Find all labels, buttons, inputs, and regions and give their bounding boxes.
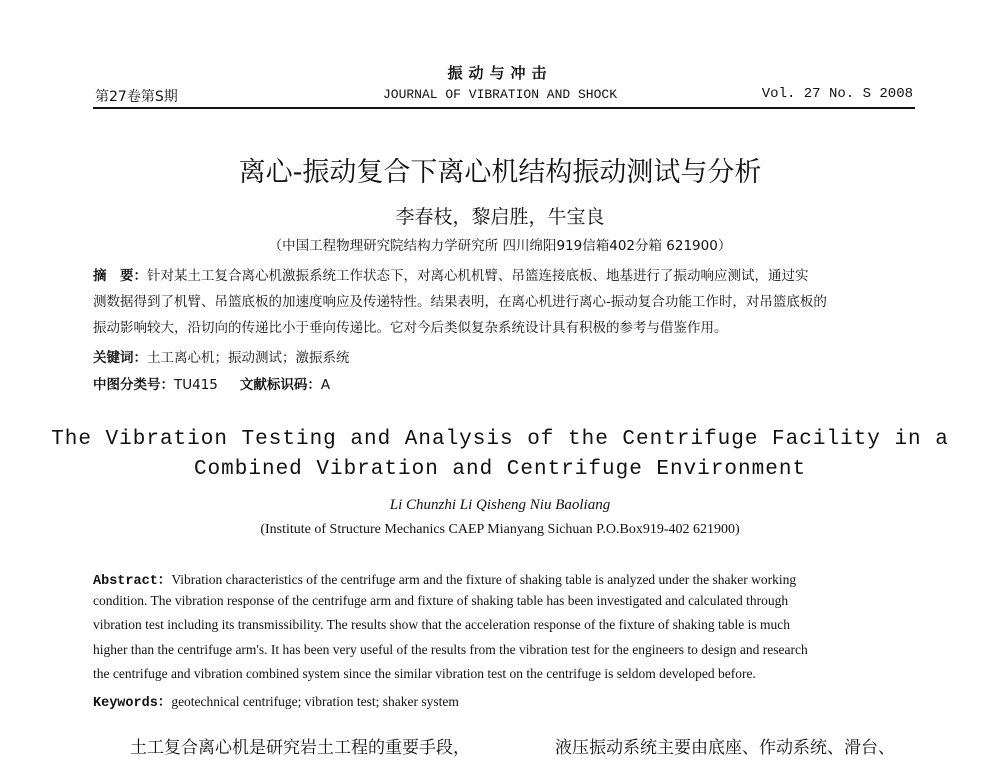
abstract-en-line: the centrifuge and vibration combined system since the similar vibration test on the centrifuge is seldom developed before.	[93, 666, 756, 681]
abstract-cn-line	[93, 264, 809, 284]
keywords-cn-label: 关键词：	[93, 350, 147, 366]
abstract-en-text: Vibration characteristics of the centrifuge arm and the fixture of shaking table is analyzed under the shaker working	[171, 572, 797, 587]
clc-value: TU415	[174, 377, 218, 393]
journal-name-en: JOURNAL OF VIBRATION AND SHOCK	[382, 87, 618, 102]
abstract-cn-text: 针对某土工复合离心机激振系统工作状态下，对离心机机臂、吊篮连接底板、地基进行了振动响应测试，通过实	[147, 268, 809, 284]
abstract-en-label: Abstract：	[93, 574, 172, 589]
affiliation-cn: （中国工程物理研究院结构力学研究所 四川绵阳919信箱402分箱 621900）	[268, 238, 732, 254]
keywords-en-text: geotechnical centrifuge; vibration test; shaker system	[171, 694, 459, 709]
paper-title-en-line1: The Vibration Testing and Analysis of the Centrifuge Facility in a	[51, 428, 949, 451]
clc-label: 中图分类号：	[93, 377, 174, 393]
authors-en: Li Chunzhi Li Qisheng Niu Baoliang	[389, 497, 611, 513]
doc-code-label: 文献标识码：	[239, 377, 321, 393]
abstract-en-line: condition. The vibration response of the centrifuge arm and fixture of shaking table has been investigated and calculated through	[93, 593, 789, 608]
abstract-cn-line: 振动影响较大，沿切向的传递比小于垂向传递比。它对今后类似复杂系统设计具有积极的参考与借鉴作用。	[93, 320, 728, 336]
affiliation-en: (Institute of Structure Mechanics CAEP Mianyang Sichuan P.O.Box919-402 621900)	[260, 522, 740, 537]
paper-title-en-line2: Combined Vibration and Centrifuge Environment	[193, 458, 807, 481]
abstract-cn-line: 测数据得到了机臂、吊篮底板的加速度响应及传递特性。结果表明，在离心机进行离心-振动复合功能工作时，对吊篮底板的	[93, 294, 827, 310]
keywords-en	[93, 690, 459, 711]
keywords-en-label: Keywords：	[93, 696, 172, 711]
abstract-cn-label: 摘 要：	[93, 268, 147, 284]
body-text-left-column: 土工复合离心机是研究岩土工程的重要手段，	[130, 738, 470, 758]
classification-cn	[93, 373, 330, 393]
journal-name-cn: 振动与冲击	[447, 64, 553, 82]
keywords-cn	[93, 346, 350, 366]
header-divider	[93, 107, 915, 109]
body-text-right-column: 液压振动系统主要由底座、作动系统、滑台、	[555, 738, 895, 758]
volume-issue-en: Vol. 27 No. S 2008	[761, 86, 913, 102]
volume-issue-cn: 第27卷第S期	[95, 89, 178, 105]
paper-title-cn: 离心-振动复合下离心机结构振动测试与分析	[238, 157, 762, 188]
keywords-cn-text: 土工离心机；振动测试；激振系统	[147, 350, 350, 366]
abstract-en-line: vibration test including its transmissibility. The results show that the acceleration response of the fixture of shaking table is much	[93, 617, 790, 632]
authors-cn: 李春枝，黎启胜，牛宝良	[395, 206, 605, 228]
doc-code-value: A	[320, 377, 331, 393]
abstract-en-line	[93, 568, 796, 589]
abstract-en-line: higher than the centrifuge arm's. It has been very useful of the results from the vibration test for the engineers to design and research	[93, 642, 808, 657]
